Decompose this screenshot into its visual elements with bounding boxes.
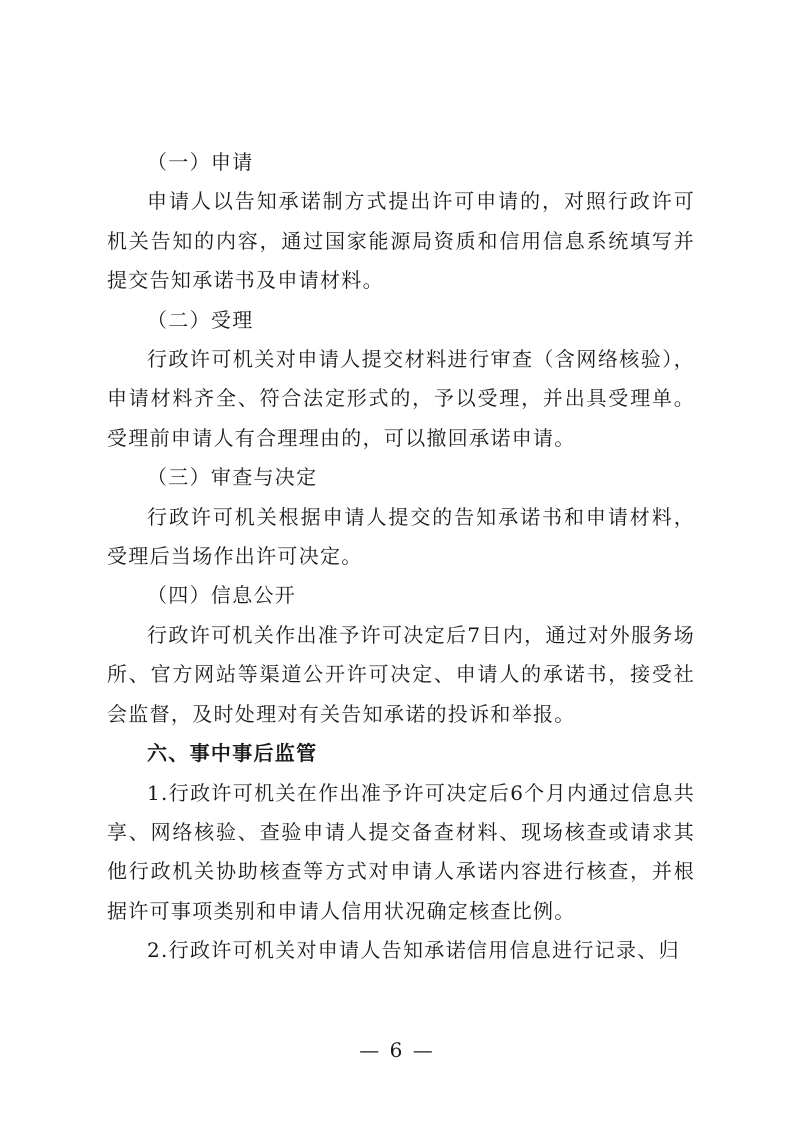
paragraph-supervision-2: 2.行政许可机关对申请人告知承诺信用信息进行记录、归 — [147, 938, 680, 963]
paragraph-supervision-1: 1.行政许可机关在作出准予许可决定后6个月内通过信息共享、网络核验、查验申请人提交备查材料、现场核查或请求其他行政机关协助核查等方式对申请人承诺内容进行核查，并根据许可事项类别和申请人信用状况确定核查比例。 — [107, 780, 695, 923]
subheading-acceptance: （二）受理 — [147, 307, 254, 332]
subheading-review-decision: （三）审查与决定 — [147, 465, 318, 490]
subheading-application: （一）申请 — [147, 150, 254, 174]
section-heading-supervision: 六、事中事后监管 — [147, 741, 318, 766]
paragraph-application: 申请人以告知承诺制方式提出许可申请的，对照行政许可机关告知的内容，通过国家能源局资质和信用信息系统填写并提交告知承诺书及申请材料。 — [107, 189, 695, 293]
paragraph-acceptance: 行政许可机关对申请人提交材料进行审查（含网络核验），申请材料齐全、符合法定形式的，予以受理，并出具受理单。受理前申请人有合理理由的，可以撤回承诺申请。 — [107, 347, 695, 450]
page-number: — 6 — — [359, 1038, 435, 1062]
subheading-disclosure: （四）信息公开 — [147, 583, 297, 608]
paragraph-disclosure: 行政许可机关作出准予许可决定后7日内，通过对外服务场所、官方网站等渠道公开许可决定、申请人的承诺书，接受社会监督，及时处理对有关告知承诺的投诉和举报。 — [107, 622, 695, 726]
document-body — [107, 143, 695, 971]
paragraph-review-decision: 行政许可机关根据申请人提交的告知承诺书和申请材料，受理后当场作出许可决定。 — [107, 504, 695, 569]
